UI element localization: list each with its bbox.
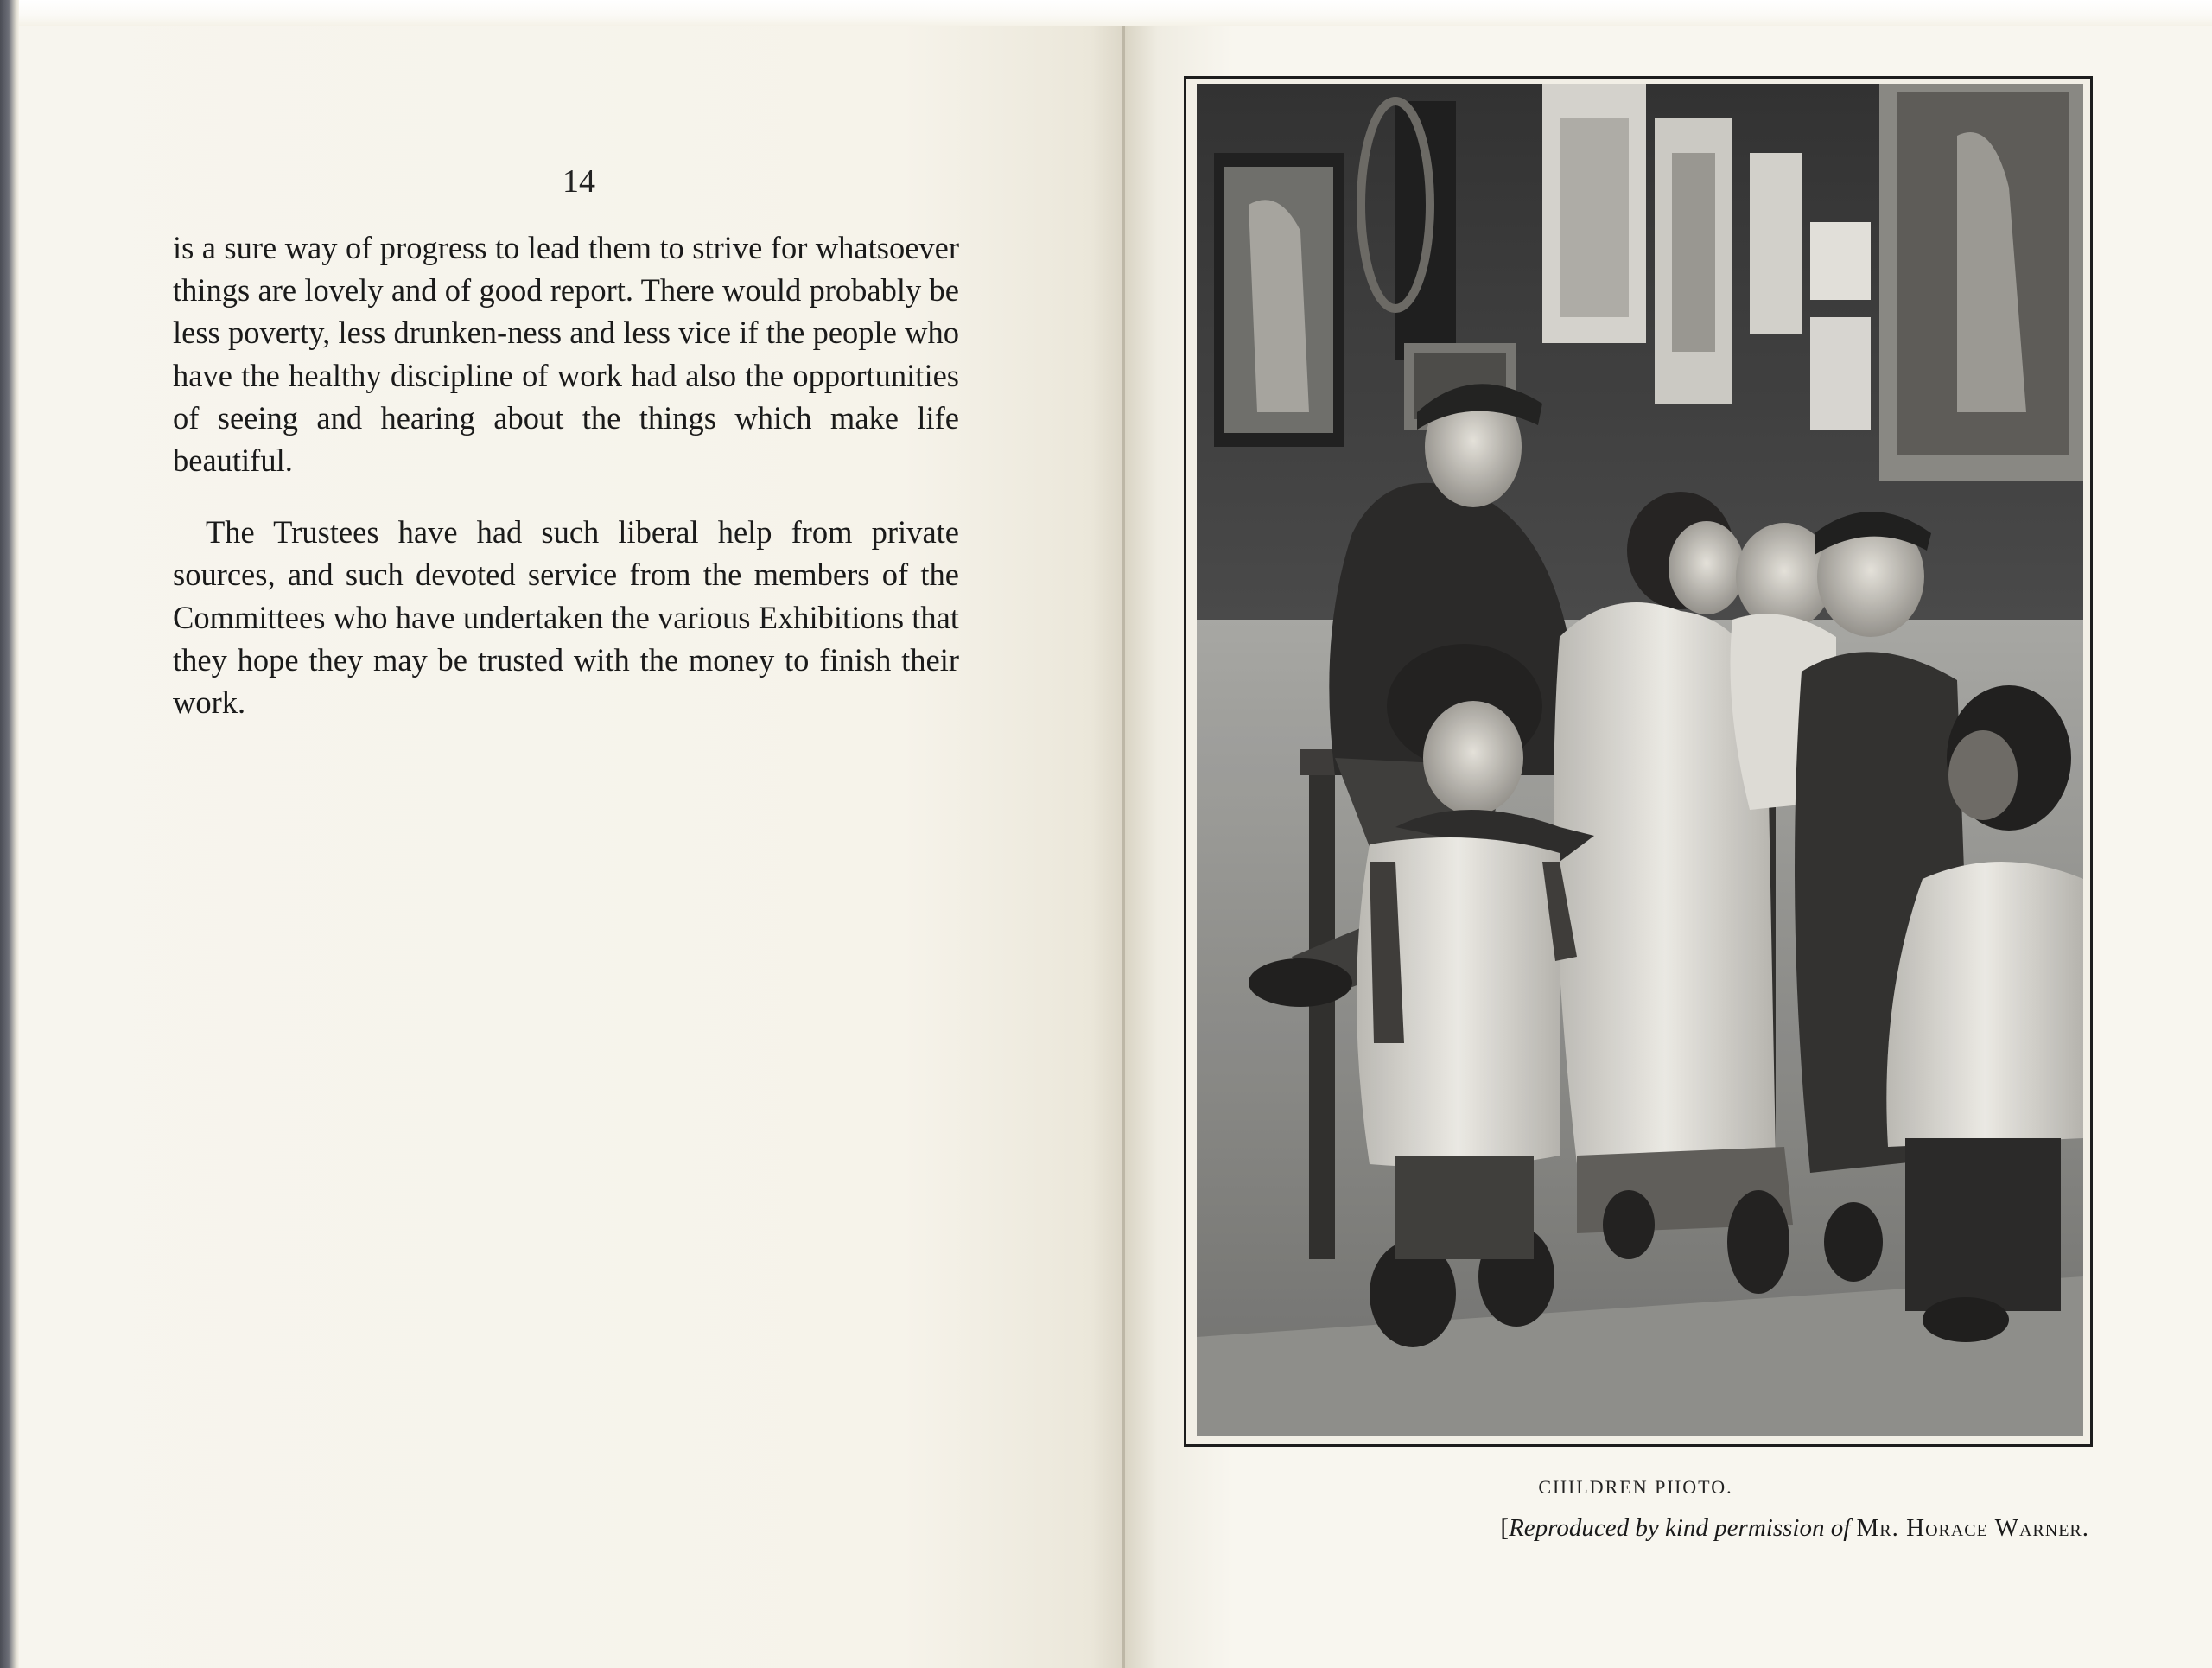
credit-permission-text: Reproduced by kind permission of — [1509, 1514, 1851, 1542]
credit-photographer: Mr. Horace Warner. — [1856, 1514, 2089, 1542]
photo-frame — [1184, 76, 2093, 1447]
credit-bracket: [ — [1500, 1514, 1510, 1542]
body-text — [173, 226, 959, 723]
children-photograph — [1197, 84, 2083, 1436]
book-cover-edge — [0, 0, 19, 1668]
photo-credit — [1381, 1514, 2089, 1543]
paragraph-1: is a sure way of progress to lead them to strive for whatsoever things are lovely and of good report. There would probably be less poverty, less drunken-ness and less vice if the people who have the healthy discipline of work had also the opportunities of seeing and hearing about the things which make life beautiful. — [173, 230, 959, 479]
page-top-edge — [19, 0, 2212, 26]
paragraph-2: The Trustees have had such liberal help from private sources, and such devoted service from the members of the Committees who have undertaken the various Exhibitions that they hope they may be trusted with the money to finish their work. — [173, 514, 959, 721]
photo-illustration — [1197, 84, 2083, 1436]
photo-caption: CHILDREN PHOTO. — [1538, 1476, 1733, 1498]
page-number: 14 — [563, 163, 595, 200]
